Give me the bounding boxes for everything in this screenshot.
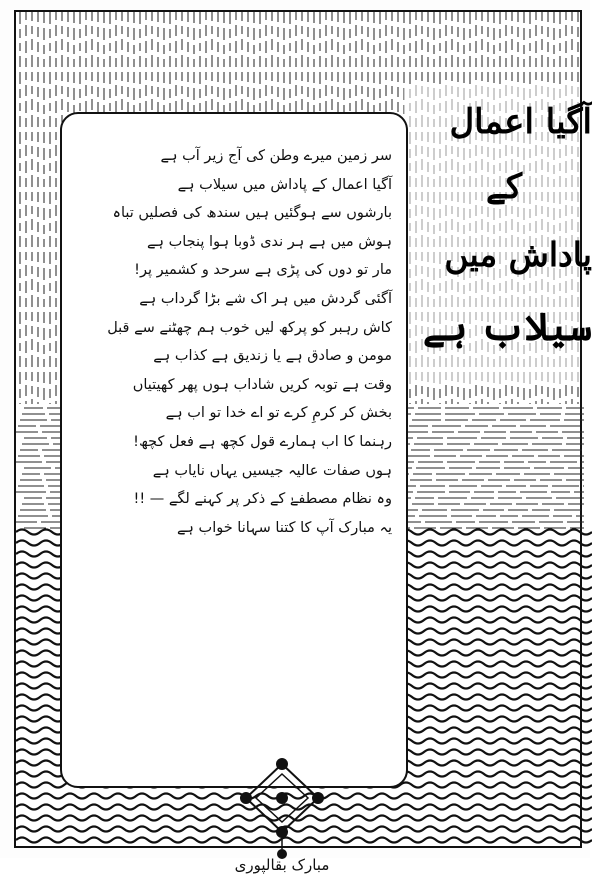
poem-line-2: آگیا اعمال کے پاداش میں سیلاب ہے	[177, 176, 392, 193]
poem-card	[60, 112, 408, 874]
poem-line-12: ہوں صفات عالیہ جیسیں یہاں نایاب ہے	[152, 462, 392, 479]
title-line-1: آگیا اعمال	[449, 102, 592, 142]
poem-line-8: مومن و صادق ہے یا زندیق ہے کذاب ہے	[153, 348, 392, 365]
poem-line-1: سر زمین میرے وطن کی آج زیر آب ہے	[160, 148, 392, 164]
poem-line-11: رہنما کا اب ہمارے قول کچھ ہے فعل کچھ!	[133, 433, 392, 450]
poet-name: مبارک بقالپوری	[234, 856, 330, 874]
ornament-icon	[232, 750, 332, 860]
title-block	[416, 92, 592, 366]
poem-line-5: مار تو دوں کی پڑی ہے سرحد و کشمیر پر!	[134, 262, 392, 279]
poem-lines	[80, 142, 392, 542]
poem-line-3: بارشوں سے ہوگئیں ہیں سندھ کی فصلیں تباہ	[112, 205, 392, 222]
poem-line-9: وقت ہے توبہ کریں شاداب ہوں پھر کھیتیاں	[132, 376, 392, 393]
poster-frame	[14, 10, 592, 874]
poem-line-4: ہوش میں ہے ہر ندی ڈوبا ہوا پنجاب ہے	[147, 233, 392, 250]
poem-line-7: کاش رہبر کو پرکھ لیں خوب ہم چھٹنے سے قبل	[107, 319, 392, 336]
poem-line-6: آگئی گردش میں ہر اک شے بڑا گرداب ہے	[139, 290, 392, 307]
poem-line-10: بخش کر کرمِ کرے تو اے خدا تو اب ہے	[165, 405, 392, 422]
title-line-2: کے	[485, 167, 523, 207]
title-line-3: پاداش میں	[444, 235, 592, 274]
poem-line-14: یہ مبارک آپ کا کتنا سہانا خواب ہے	[176, 519, 392, 536]
poem-line-13: وہ نظام مصطفےٰ کے ذکر پر کہنے لگے — !!	[133, 491, 392, 508]
title-line-4: سیلاب ہے	[422, 304, 592, 349]
